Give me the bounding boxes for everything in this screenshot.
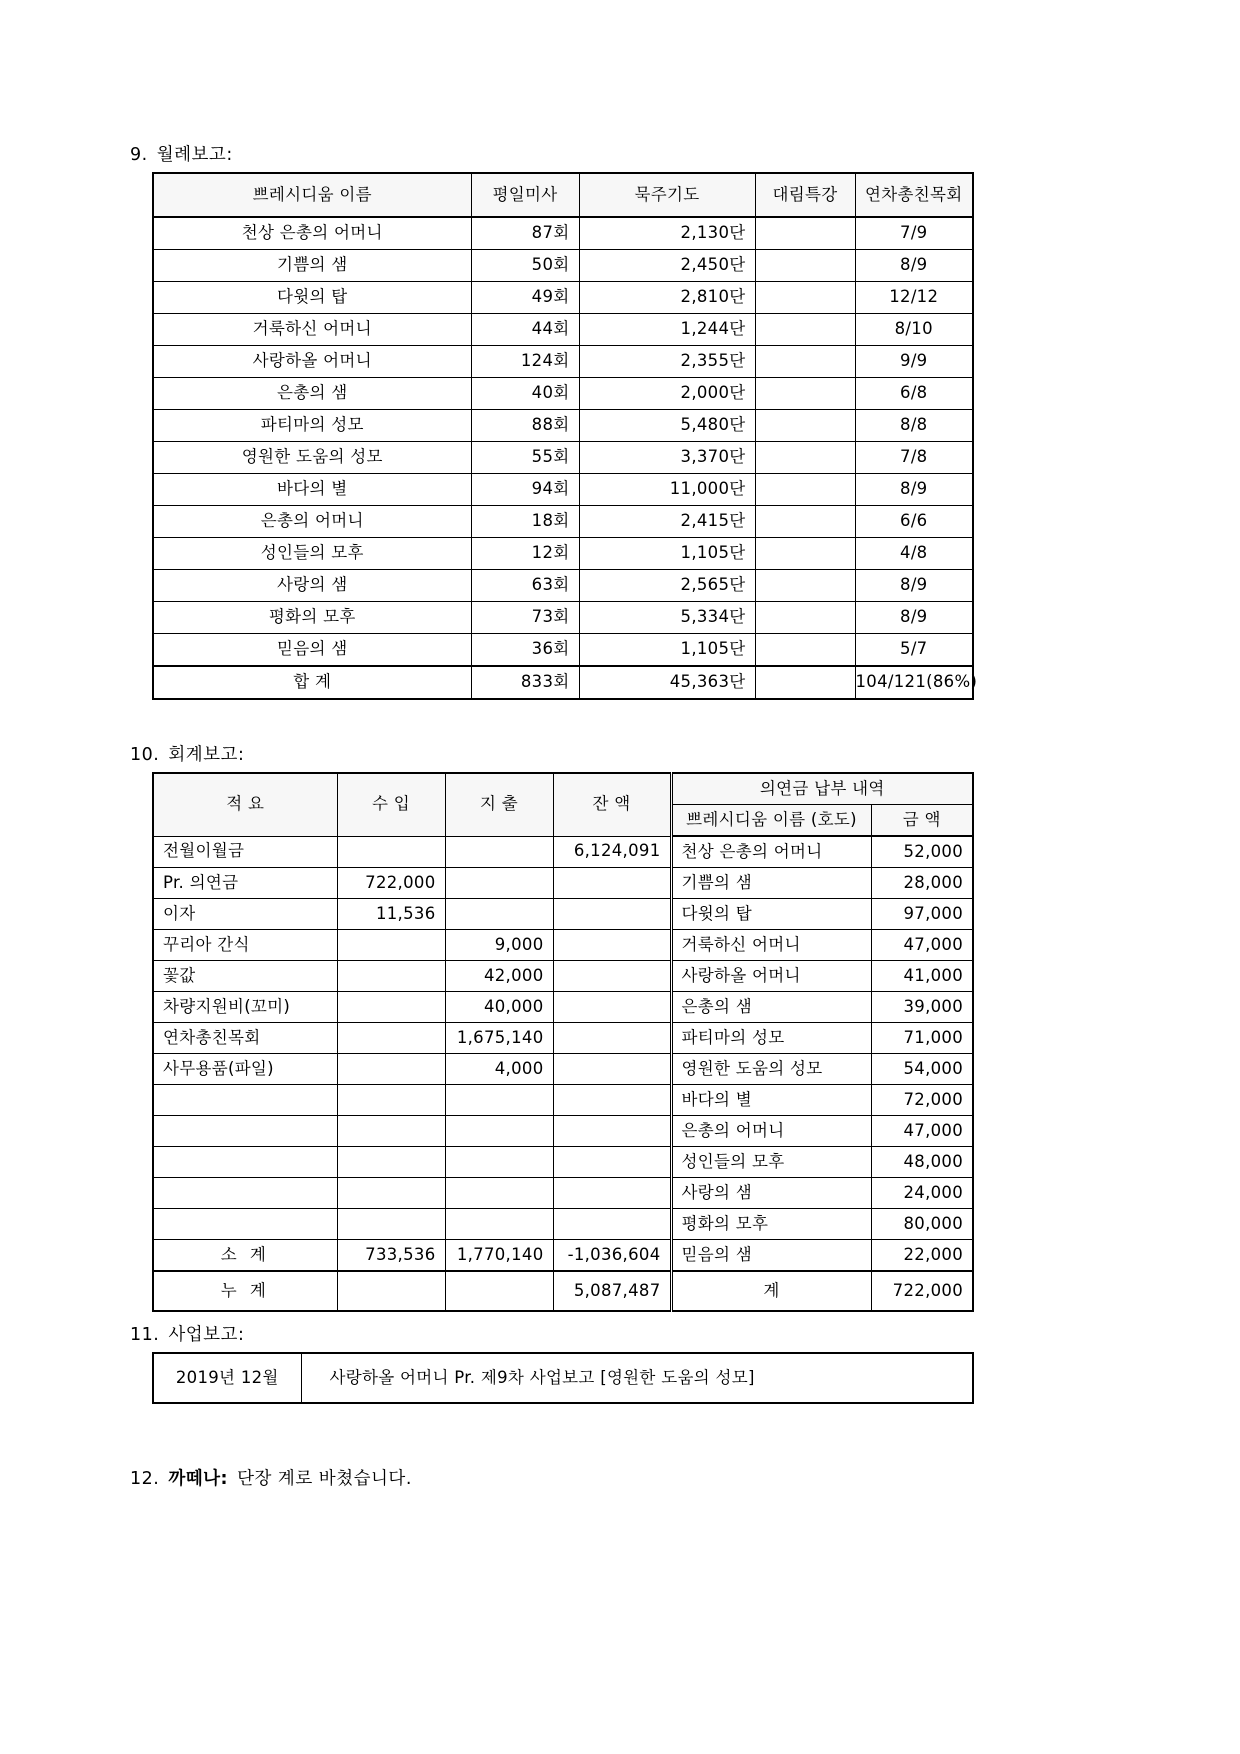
cell-expense (445, 899, 553, 930)
cell-advent-lecture (755, 378, 855, 410)
cell-income (337, 1178, 445, 1209)
cell-amount: 54,000 (871, 1054, 973, 1085)
cell-advent-lecture (755, 506, 855, 538)
table-row (153, 282, 973, 314)
cell-weekday-mass: 73회 (471, 602, 579, 634)
cell-advent-lecture (755, 634, 855, 667)
business-report-date: 2019년 12월 (153, 1353, 301, 1403)
cell-weekday-mass: 49회 (471, 282, 579, 314)
table-row (153, 1054, 973, 1085)
cell-praesidium-name: 평화의 모후 (671, 1209, 871, 1240)
cell-balance (553, 1209, 671, 1240)
cell-annual-meeting: 4/8 (855, 538, 973, 570)
cell-rosary: 2,130단 (579, 217, 755, 250)
section-title-business: 사업보고: (168, 1325, 245, 1345)
cell-income (337, 961, 445, 992)
cell-annual-meeting: 6/8 (855, 378, 973, 410)
cell-praesidium-name: 성인들의 모후 (153, 538, 471, 570)
cell-balance (553, 1116, 671, 1147)
cell-description: 꽃값 (153, 961, 337, 992)
cell-description: 사무용품(파일) (153, 1054, 337, 1085)
cell-description: 꾸리아 간식 (153, 930, 337, 961)
cell-weekday-mass: 40회 (471, 378, 579, 410)
cell-advent-lecture (755, 474, 855, 506)
cell-rosary: 11,000단 (579, 474, 755, 506)
cell-balance (553, 868, 671, 899)
cell-praesidium-name: 바다의 별 (671, 1085, 871, 1116)
table-row (153, 346, 973, 378)
cell-amount: 41,000 (871, 961, 973, 992)
cell-weekday-mass: 55회 (471, 442, 579, 474)
table-row (153, 250, 973, 282)
table-row (153, 1178, 973, 1209)
table-row (153, 410, 973, 442)
cell-annual-meeting: 8/9 (855, 474, 973, 506)
col-header-praesidium-nickname: 쁘레시디움 이름 (호도) (671, 805, 871, 837)
cell-amount: 97,000 (871, 899, 973, 930)
cell-weekday-mass: 50회 (471, 250, 579, 282)
table-row (153, 1023, 973, 1054)
cell-weekday-mass: 18회 (471, 506, 579, 538)
cell-praesidium-name: 은총의 샘 (153, 378, 471, 410)
cell-description: Pr. 의연금 (153, 868, 337, 899)
cell-praesidium-name: 은총의 샘 (671, 992, 871, 1023)
cell-description: 전월이월금 (153, 836, 337, 868)
cell-expense: 1,675,140 (445, 1023, 553, 1054)
cell-income: 11,536 (337, 899, 445, 930)
table-row (153, 538, 973, 570)
cell-amount: 71,000 (871, 1023, 973, 1054)
cell-balance (553, 1178, 671, 1209)
cell-balance: 6,124,091 (553, 836, 671, 868)
cell-annual-meeting: 6/6 (855, 506, 973, 538)
cell-balance (553, 899, 671, 930)
section-title-accounting: 회계보고: (168, 745, 245, 765)
cell-total-annual-meeting: 104/121(86%) (855, 666, 973, 699)
cell-income (337, 1147, 445, 1178)
cell-rosary: 2,355단 (579, 346, 755, 378)
kamena-label: 까떼나: (168, 1469, 229, 1489)
cell-expense (445, 1147, 553, 1178)
table-header-row-top (153, 773, 973, 805)
cell-rosary: 1,105단 (579, 634, 755, 667)
accounting-report-table (152, 772, 974, 1312)
cell-description: 이자 (153, 899, 337, 930)
cell-praesidium-name: 다윗의 탑 (153, 282, 471, 314)
cell-balance (553, 961, 671, 992)
cell-balance (553, 1147, 671, 1178)
cell-praesidium-name: 다윗의 탑 (671, 899, 871, 930)
cell-description: 차량지원비(꼬미) (153, 992, 337, 1023)
col-header-amount: 금 액 (871, 805, 973, 837)
cell-total-label: 합 계 (153, 666, 471, 699)
cell-praesidium-name: 기쁨의 샘 (671, 868, 871, 899)
cell-annual-meeting: 8/8 (855, 410, 973, 442)
cell-income (337, 836, 445, 868)
cell-praesidium-name: 믿음의 샘 (153, 634, 471, 667)
cell-praesidium-name: 영원한 도움의 성모 (671, 1054, 871, 1085)
cell-weekday-mass: 44회 (471, 314, 579, 346)
cell-subtotal-balance: -1,036,604 (553, 1240, 671, 1272)
table-row (153, 868, 973, 899)
cell-description (153, 1147, 337, 1178)
cell-annual-meeting: 7/9 (855, 217, 973, 250)
cell-subtotal-expense: 1,770,140 (445, 1240, 553, 1272)
cell-income (337, 1023, 445, 1054)
section-heading-accounting (130, 741, 244, 766)
cell-praesidium-name: 사랑하올 어머니 (153, 346, 471, 378)
cell-grand-total-amount: 722,000 (871, 1271, 973, 1311)
cell-annual-meeting: 8/10 (855, 314, 973, 346)
cell-advent-lecture (755, 410, 855, 442)
cell-expense: 9,000 (445, 930, 553, 961)
cell-weekday-mass: 124회 (471, 346, 579, 378)
business-report-table (152, 1352, 974, 1404)
cell-amount: 47,000 (871, 1116, 973, 1147)
cell-rosary: 1,105단 (579, 538, 755, 570)
cell-description (153, 1116, 337, 1147)
cell-praesidium-name: 거룩하신 어머니 (671, 930, 871, 961)
cell-total-advent-lecture (755, 666, 855, 699)
col-header-rosary: 묵주기도 (579, 173, 755, 217)
col-header-expense: 지 출 (445, 773, 553, 836)
col-header-donation-details: 의연금 납부 내역 (671, 773, 973, 805)
cell-rosary: 2,415단 (579, 506, 755, 538)
section-number-kamena: 12. (130, 1469, 160, 1489)
cell-subtotal-praesidium-name: 믿음의 샘 (671, 1240, 871, 1272)
cell-subtotal-income: 733,536 (337, 1240, 445, 1272)
cell-annual-meeting: 9/9 (855, 346, 973, 378)
table-row (153, 634, 973, 667)
cell-expense: 4,000 (445, 1054, 553, 1085)
business-report-text: 사랑하올 어머니 Pr. 제9차 사업보고 [영원한 도움의 성모] (301, 1353, 973, 1403)
cell-grand-total-description: 누 계 (153, 1271, 337, 1311)
cell-grand-total-expense (445, 1271, 553, 1311)
cell-advent-lecture (755, 570, 855, 602)
cell-amount: 72,000 (871, 1085, 973, 1116)
table-row (153, 1209, 973, 1240)
section-heading-business (130, 1321, 244, 1346)
col-header-balance: 잔 액 (553, 773, 671, 836)
table-row (153, 930, 973, 961)
cell-expense (445, 1116, 553, 1147)
cell-praesidium-name: 사랑의 샘 (671, 1178, 871, 1209)
cell-annual-meeting: 8/9 (855, 250, 973, 282)
table-row (153, 1116, 973, 1147)
table-row (153, 1353, 973, 1403)
table-row (153, 992, 973, 1023)
cell-description (153, 1085, 337, 1116)
cell-advent-lecture (755, 442, 855, 474)
cell-advent-lecture (755, 314, 855, 346)
cell-balance (553, 1054, 671, 1085)
cell-annual-meeting: 8/9 (855, 570, 973, 602)
cell-praesidium-name: 파티마의 성모 (153, 410, 471, 442)
cell-amount: 24,000 (871, 1178, 973, 1209)
cell-annual-meeting: 12/12 (855, 282, 973, 314)
table-row (153, 899, 973, 930)
cell-grand-total-balance: 5,087,487 (553, 1271, 671, 1311)
col-header-praesidium-name: 쁘레시디움 이름 (153, 173, 471, 217)
cell-income (337, 1116, 445, 1147)
cell-annual-meeting: 7/8 (855, 442, 973, 474)
section-number-accounting: 10. (130, 745, 160, 765)
cell-advent-lecture (755, 282, 855, 314)
cell-annual-meeting: 8/9 (855, 602, 973, 634)
col-header-advent-lecture: 대림특강 (755, 173, 855, 217)
cell-advent-lecture (755, 217, 855, 250)
cell-total-rosary: 45,363단 (579, 666, 755, 699)
cell-weekday-mass: 12회 (471, 538, 579, 570)
cell-amount: 48,000 (871, 1147, 973, 1178)
table-row (153, 217, 973, 250)
cell-annual-meeting: 5/7 (855, 634, 973, 667)
cell-praesidium-name: 기쁨의 샘 (153, 250, 471, 282)
cell-income (337, 1054, 445, 1085)
cell-balance (553, 1023, 671, 1054)
cell-weekday-mass: 87회 (471, 217, 579, 250)
cell-praesidium-name: 영원한 도움의 성모 (153, 442, 471, 474)
col-header-weekday-mass: 평일미사 (471, 173, 579, 217)
col-header-description: 적 요 (153, 773, 337, 836)
table-grand-row (153, 1271, 973, 1311)
cell-expense (445, 1178, 553, 1209)
cell-expense (445, 1209, 553, 1240)
cell-amount: 39,000 (871, 992, 973, 1023)
section-heading-kamena (130, 1465, 412, 1490)
cell-praesidium-name: 천상 은총의 어머니 (153, 217, 471, 250)
cell-income (337, 1209, 445, 1240)
table-header-row (153, 173, 973, 217)
cell-expense (445, 836, 553, 868)
table-row (153, 506, 973, 538)
table-row (153, 836, 973, 868)
cell-expense (445, 1085, 553, 1116)
table-row (153, 602, 973, 634)
cell-income (337, 1085, 445, 1116)
cell-balance (553, 930, 671, 961)
table-row (153, 378, 973, 410)
cell-income: 722,000 (337, 868, 445, 899)
cell-advent-lecture (755, 602, 855, 634)
cell-rosary: 5,334단 (579, 602, 755, 634)
table-subtotal-row (153, 1240, 973, 1272)
cell-amount: 52,000 (871, 836, 973, 868)
cell-amount: 47,000 (871, 930, 973, 961)
cell-amount: 28,000 (871, 868, 973, 899)
cell-rosary: 2,565단 (579, 570, 755, 602)
table-row (153, 474, 973, 506)
cell-expense (445, 868, 553, 899)
cell-praesidium-name: 천상 은총의 어머니 (671, 836, 871, 868)
cell-description (153, 1209, 337, 1240)
cell-expense: 40,000 (445, 992, 553, 1023)
cell-praesidium-name: 성인들의 모후 (671, 1147, 871, 1178)
cell-subtotal-description: 소 계 (153, 1240, 337, 1272)
table-row (153, 961, 973, 992)
cell-rosary: 1,244단 (579, 314, 755, 346)
cell-praesidium-name: 사랑하올 어머니 (671, 961, 871, 992)
cell-subtotal-amount: 22,000 (871, 1240, 973, 1272)
cell-rosary: 2,810단 (579, 282, 755, 314)
cell-weekday-mass: 94회 (471, 474, 579, 506)
cell-balance (553, 1085, 671, 1116)
cell-rosary: 3,370단 (579, 442, 755, 474)
table-row (153, 1147, 973, 1178)
cell-praesidium-name: 거룩하신 어머니 (153, 314, 471, 346)
cell-balance (553, 992, 671, 1023)
cell-praesidium-name: 파티마의 성모 (671, 1023, 871, 1054)
cell-weekday-mass: 88회 (471, 410, 579, 442)
cell-rosary: 2,450단 (579, 250, 755, 282)
table-row (153, 442, 973, 474)
cell-expense: 42,000 (445, 961, 553, 992)
cell-rosary: 5,480단 (579, 410, 755, 442)
cell-income (337, 930, 445, 961)
cell-praesidium-name: 은총의 어머니 (153, 506, 471, 538)
cell-description: 연차총친목회 (153, 1023, 337, 1054)
table-row (153, 314, 973, 346)
cell-praesidium-name: 바다의 별 (153, 474, 471, 506)
cell-praesidium-name: 사랑의 샘 (153, 570, 471, 602)
cell-grand-total-income (337, 1271, 445, 1311)
cell-grand-total-praesidium-name: 계 (671, 1271, 871, 1311)
cell-description (153, 1178, 337, 1209)
section-number-monthly: 9. (130, 145, 148, 165)
cell-advent-lecture (755, 538, 855, 570)
cell-amount: 80,000 (871, 1209, 973, 1240)
section-title-monthly: 월례보고: (156, 145, 233, 165)
section-heading-monthly (130, 141, 233, 166)
monthly-report-table (152, 172, 978, 700)
cell-rosary: 2,000단 (579, 378, 755, 410)
col-header-income: 수 입 (337, 773, 445, 836)
cell-praesidium-name: 은총의 어머니 (671, 1116, 871, 1147)
section-number-business: 11. (130, 1325, 160, 1345)
col-header-annual-meeting: 연차총친목회 (855, 173, 973, 217)
cell-advent-lecture (755, 250, 855, 282)
table-total-row (153, 666, 973, 699)
cell-praesidium-name: 평화의 모후 (153, 602, 471, 634)
cell-advent-lecture (755, 346, 855, 378)
kamena-text: 단장 계로 바쳤습니다. (237, 1469, 412, 1489)
cell-weekday-mass: 63회 (471, 570, 579, 602)
table-row (153, 1085, 973, 1116)
cell-weekday-mass: 36회 (471, 634, 579, 667)
table-row (153, 570, 973, 602)
cell-total-weekday-mass: 833회 (471, 666, 579, 699)
cell-income (337, 992, 445, 1023)
